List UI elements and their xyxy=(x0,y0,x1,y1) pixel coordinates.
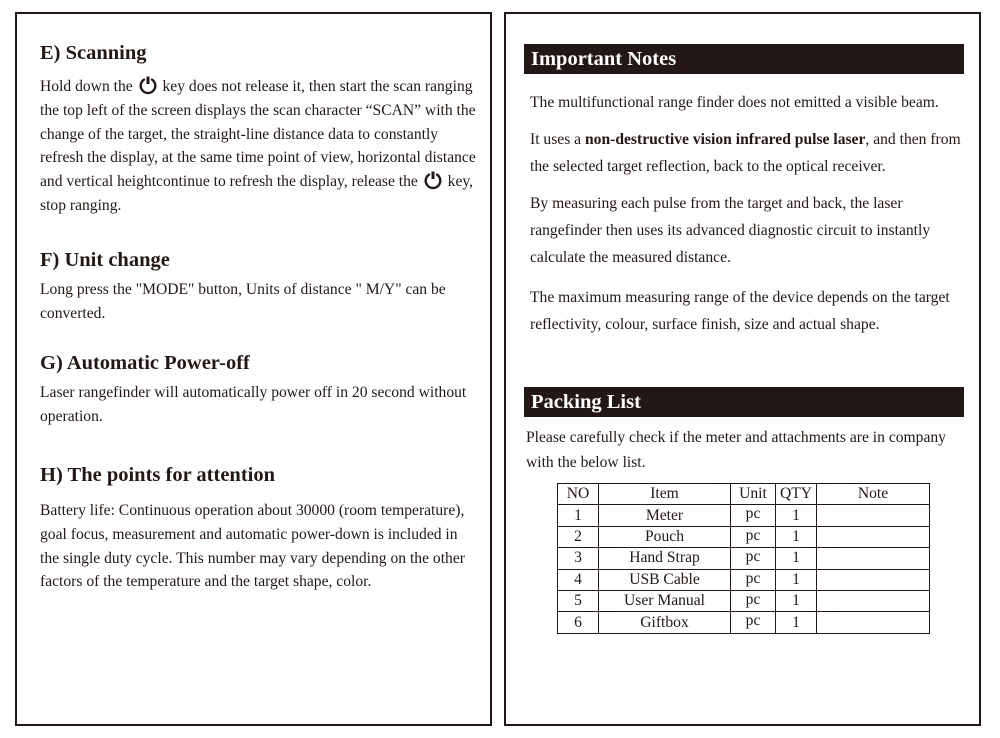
cell-no: 5 xyxy=(558,590,599,611)
cell-no: 6 xyxy=(558,612,599,633)
important-notes-paragraph-2: It uses a non-destructive vision infrared pulse laser, and then from the selected target reflection, back to the optical receiver. xyxy=(530,131,961,176)
table-row xyxy=(558,612,930,633)
cell-qty: 1 xyxy=(776,590,817,611)
cell-qty: 1 xyxy=(776,612,817,633)
important-notes-header: Important Notes xyxy=(524,44,964,74)
left-page-panel xyxy=(15,12,492,726)
important-notes-paragraph-4: The maximum measuring range of the device depends on the target reflectivity, colour, surface finish, size and actual shape. xyxy=(530,289,950,334)
power-icon xyxy=(138,75,158,95)
column-header-no: NO xyxy=(558,484,599,505)
cell-note xyxy=(817,526,930,547)
cell-item: Giftbox xyxy=(599,612,731,633)
cell-qty: 1 xyxy=(776,505,817,526)
column-header-unit: Unit xyxy=(731,484,776,505)
important-notes-paragraph-3: By measuring each pulse from the target and back, the laser rangefinder then uses its advanced diagnostic circuit to instantly calculate the measured distance. xyxy=(530,195,931,267)
cell-unit: pc xyxy=(731,612,776,633)
cell-qty: 1 xyxy=(776,548,817,569)
cell-note xyxy=(817,548,930,569)
section-body-unit-change: Long press the "MODE" button, Units of distance " M/Y" can be converted. xyxy=(40,281,446,322)
cell-qty: 1 xyxy=(776,569,817,590)
cell-unit: pc xyxy=(731,569,776,590)
cell-no: 3 xyxy=(558,548,599,569)
section-title-auto-power-off: G) Automatic Power-off xyxy=(40,352,250,374)
section-title-unit-change: F) Unit change xyxy=(40,249,170,271)
cell-item: Pouch xyxy=(599,526,731,547)
column-header-note: Note xyxy=(817,484,930,505)
cell-note xyxy=(817,505,930,526)
table-row xyxy=(558,590,930,611)
section-body-auto-power-off: Laser rangefinder will automatically power off in 20 second without operation. xyxy=(40,384,467,425)
cell-unit: pc xyxy=(731,505,776,526)
cell-item: USB Cable xyxy=(599,569,731,590)
cell-item: Hand Strap xyxy=(599,548,731,569)
section-body-points-for-attention: Battery life: Continuous operation about 30000 (room temperature), goal focus, measurement and automatic power-down is included in the single duty cycle. This number may vary depending on the other factors of the temperature and the target shape, color. xyxy=(40,502,465,591)
section-title-scanning: E) Scanning xyxy=(40,42,147,64)
column-header-item: Item xyxy=(599,484,731,505)
cell-unit: pc xyxy=(731,548,776,569)
emphasis-laser-type: non-destructive vision infrared pulse laser xyxy=(585,131,866,148)
table-row xyxy=(558,526,930,547)
packing-list-table xyxy=(557,483,930,634)
cell-no: 4 xyxy=(558,569,599,590)
section-body-scanning: Hold down the key does not release it, then start the scan ranging the top left of the screen displays the scan character “SCAN” with the change of the target, the straight-line distance data to constantly refresh the display, at the same time point of view, horizontal distance and vertical heightcontinue to refresh the display, release the key, stop ranging. xyxy=(40,75,480,218)
column-header-qty: QTY xyxy=(776,484,817,505)
cell-unit: pc xyxy=(731,590,776,611)
important-notes-paragraph-1: The multifunctional range finder does not emitted a visible beam. xyxy=(530,94,939,111)
right-page-panel xyxy=(504,12,981,726)
section-title-points-for-attention: H) The points for attention xyxy=(40,464,276,486)
packing-list-intro: Please carefully check if the meter and attachments are in company with the below list. xyxy=(526,429,946,471)
cell-note xyxy=(817,590,930,611)
cell-no: 2 xyxy=(558,526,599,547)
cell-item: Meter xyxy=(599,505,731,526)
table-row xyxy=(558,505,930,526)
packing-list-header: Packing List xyxy=(524,387,964,417)
cell-unit: pc xyxy=(731,526,776,547)
cell-note xyxy=(817,569,930,590)
cell-item: User Manual xyxy=(599,590,731,611)
table-header-row xyxy=(558,484,930,505)
table-row xyxy=(558,548,930,569)
cell-no: 1 xyxy=(558,505,599,526)
cell-note xyxy=(817,612,930,633)
power-icon xyxy=(423,170,443,190)
cell-qty: 1 xyxy=(776,526,817,547)
table-row xyxy=(558,569,930,590)
